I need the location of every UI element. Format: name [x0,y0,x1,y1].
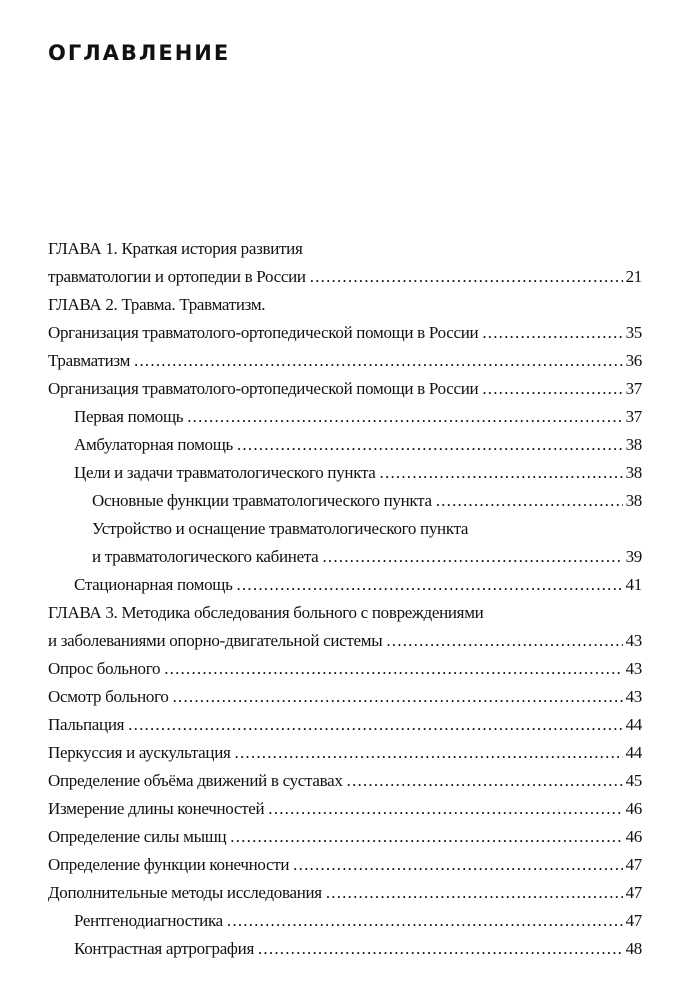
toc-entry[interactable] [48,879,642,907]
dot-leader [258,935,623,963]
toc-entry[interactable] [48,375,642,403]
toc-entry-title: Организация травматолого-ортопедической помощи в России [48,379,479,398]
toc-page-number: 36 [625,351,642,370]
dot-leader [237,571,623,599]
toc-entry-line [48,739,642,767]
toc-entry-title: Определение силы мышц [48,827,227,846]
toc-entry[interactable] [48,851,642,879]
toc-entry-line [48,375,642,403]
toc-entry-title: Амбулаторная помощь [74,435,233,454]
dot-leader [237,431,623,459]
table-of-contents [48,235,642,963]
toc-entry-title: Основные функции травматологического пункта [92,491,432,510]
dot-leader [227,907,623,935]
dot-leader [347,767,623,795]
toc-entry[interactable] [48,907,642,935]
toc-entry[interactable] [48,767,642,795]
toc-entry-line [74,431,642,459]
toc-entry-line [48,347,642,375]
toc-entry-line [48,683,642,711]
toc-page-number: 38 [625,435,642,454]
toc-page-number: 41 [625,575,642,594]
toc-entry-line [48,823,642,851]
toc-entry-title: Рентгенодиагностика [74,911,223,930]
toc-entry-line [74,459,642,487]
toc-entry-title: Определение функции конечности [48,855,290,874]
toc-entry[interactable] [48,291,642,347]
toc-entry-line [48,851,642,879]
toc-entry-line [48,795,642,823]
toc-page-number: 38 [625,463,642,482]
toc-page-number: 37 [625,407,642,426]
toc-entry[interactable] [48,515,642,571]
toc-entry-line [92,543,642,571]
toc-entry[interactable] [48,431,642,459]
toc-entry[interactable] [48,487,642,515]
toc-page-number: 46 [625,799,642,818]
toc-entry-title: Измерение длины конечностей [48,799,265,818]
toc-entry-line [48,655,642,683]
dot-leader [322,543,622,571]
dot-leader [268,795,622,823]
toc-page-number: 43 [625,631,642,650]
toc-entry[interactable] [48,823,642,851]
toc-entry-title: и заболеваниями опорно-двигательной системы [48,631,383,650]
toc-entry[interactable] [48,683,642,711]
toc-page-number: 43 [625,687,642,706]
toc-entry-title: Устройство и оснащение травматологического пункта [92,519,469,538]
toc-entry-title: Цели и задачи травматологического пункта [74,463,376,482]
toc-entry-line [48,291,642,319]
toc-entry-line [74,571,642,599]
toc-entry[interactable] [48,347,642,375]
toc-entry[interactable] [48,711,642,739]
toc-page-number: 47 [625,855,642,874]
dot-leader [326,879,623,907]
dot-leader [187,403,622,431]
toc-entry-title: Осмотр больного [48,687,169,706]
dot-leader [482,375,622,403]
toc-entry-title: Перкуссия и аускультация [48,743,231,762]
toc-entry-title: ГЛАВА 2. Травма. Травматизм. [48,295,266,314]
toc-entry[interactable] [48,459,642,487]
toc-entry-title: ГЛАВА 1. Краткая история развития [48,239,303,258]
dot-leader [235,739,623,767]
toc-page-number: 38 [625,491,642,510]
toc-entry-title: Первая помощь [74,407,184,426]
dot-leader [482,319,622,347]
toc-entry-line [48,263,642,291]
toc-entry[interactable] [48,403,642,431]
page-title: ОГЛАВЛЕНИЕ [48,41,231,65]
toc-entry-title: Дополнительные методы исследования [48,883,322,902]
toc-page-number: 44 [625,743,642,762]
toc-entry-line [48,767,642,795]
toc-entry-title: и травматологического кабинета [92,547,319,566]
toc-entry[interactable] [48,935,642,963]
toc-entry-line [48,235,642,263]
toc-entry-title: Травматизм [48,351,131,370]
toc-page-number: 46 [625,827,642,846]
toc-page-number: 44 [625,715,642,734]
dot-leader [128,711,622,739]
toc-page-number: 47 [625,883,642,902]
dot-leader [173,683,623,711]
toc-entry[interactable] [48,571,642,599]
toc-entry[interactable] [48,795,642,823]
toc-entry[interactable] [48,235,642,291]
toc-page-number: 48 [625,939,642,958]
dot-leader [386,627,622,655]
toc-page-number: 21 [625,267,642,286]
toc-entry[interactable] [48,599,642,655]
toc-entry[interactable] [48,655,642,683]
dot-leader [380,459,623,487]
toc-entry-title: травматологии и ортопедии в России [48,267,306,286]
toc-entry-title: Определение объёма движений в суставах [48,771,343,790]
toc-entry-title: Стационарная помощь [74,575,233,594]
toc-entry-line [48,879,642,907]
toc-entry-title: ГЛАВА 3. Методика обследования больного с повреждениями [48,603,484,622]
toc-entry-title: Организация травматолого-ортопедической помощи в России [48,323,479,342]
toc-page-number: 39 [625,547,642,566]
toc-entry-line [48,319,642,347]
dot-leader [230,823,622,851]
toc-entry-line [92,515,642,543]
toc-page-number: 45 [625,771,642,790]
toc-entry-line [48,711,642,739]
toc-entry-line [74,403,642,431]
toc-entry-title: Контрастная артрография [74,939,254,958]
toc-page-number: 35 [625,323,642,342]
dot-leader [134,347,623,375]
toc-page-number: 47 [625,911,642,930]
toc-entry-title: Пальпация [48,715,125,734]
toc-entry-line [74,935,642,963]
dot-leader [436,487,623,515]
toc-entry-line [92,487,642,515]
toc-entry[interactable] [48,739,642,767]
toc-entry-line [74,907,642,935]
dot-leader [164,655,622,683]
toc-page-number: 43 [625,659,642,678]
dot-leader [310,263,623,291]
toc-entry-line [48,627,642,655]
toc-page-number: 37 [625,379,642,398]
toc-entry-title: Опрос больного [48,659,161,678]
toc-entry-line [48,599,642,627]
dot-leader [293,851,622,879]
